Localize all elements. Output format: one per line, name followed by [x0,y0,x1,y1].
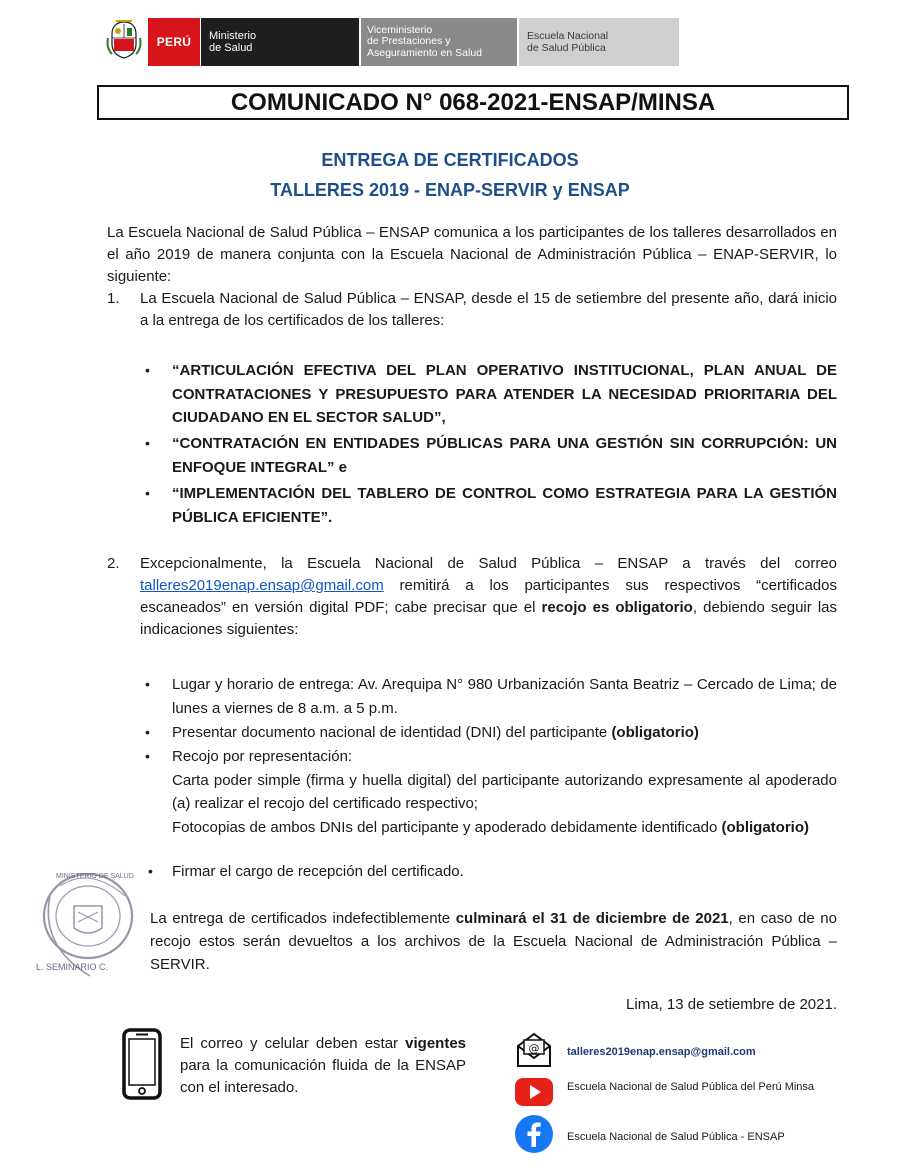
bullet-icon: • [145,748,150,764]
delivery-place-bullet: Lugar y horario de entrega: Av. Arequipa N° 980 Urbanización Santa Beatriz – Cercado de Lima; de lunes a viernes de 8 a.m. a 5 p.m. [172,676,837,717]
ministerio-line1: Ministerio [209,30,257,42]
footer-note-bold: vigentes [405,1035,466,1052]
email-link[interactable]: talleres2019enap.ensap@gmail.com [140,577,384,594]
svg-text:@: @ [528,1042,540,1055]
item2-text-bold: recojo es obligatorio [541,599,693,616]
mail-icon [514,1030,554,1070]
intro-paragraph: La Escuela Nacional de Salud Pública – ENSAP comunica a los participantes de los talleres desarrollados en el año 2019 de manera conjunta con la Escuela Nacional de Administración Pública – ENAP-SERVIR, lo siguiente: [107,224,837,285]
viceministerio-brand-block [361,18,517,66]
subtitle-line2: TALLERES 2019 - ENAP-SERVIR y ENSAP [270,180,630,200]
bullet-icon: • [145,676,150,692]
dni-bullet-bold: (obligatorio) [611,724,699,741]
representation-copies-text: Fotocopias de ambos DNIs del participante y apoderado debidamente identificado [172,818,718,836]
phone-icon [122,1028,162,1100]
bullet-icon: • [145,724,150,740]
footer-note-part2: para la comunicación fluida de la ENSAP con el interesado. [180,1057,466,1096]
closing-part2: , en caso de no recojo estos serán devueltos a los archivos de la Escuela Nacional de Administración Pública – SERVIR. [150,910,837,973]
item1-text: La Escuela Nacional de Salud Pública – ENSAP, desde el 15 de setiembre del presente año, dará inicio a la entrega de los certificados de los talleres: [140,290,837,329]
vice-line3: Aseguramiento en Salud [367,46,482,59]
footer-email[interactable]: talleres2019enap.ensap@gmail.com [567,1046,756,1058]
ministerio-brand-block [200,18,359,66]
item1-number: 1. [107,290,120,307]
communique-title: COMUNICADO N° 068-2021-ENSAP/MINSA [97,85,849,120]
bullet-icon: • [145,362,150,378]
item2-text [140,553,837,641]
official-seal-stamp [30,856,140,981]
item2-text-part1: Excepcionalmente, la Escuela Nacional de Salud Pública – ENSAP a través del correo [140,555,837,572]
taller-2: “CONTRATACIÓN EN ENTIDADES PÚBLICAS PARA UNA GESTIÓN SIN CORRUPCIÓN: UN ENFOQUE INTEGRAL” e [172,435,837,476]
footer-facebook[interactable]: Escuela Nacional de Salud Pública - ENSAP [567,1131,785,1143]
representation-copies-bold: (obligatorio) [721,818,809,836]
footer-note [180,1033,466,1099]
representation-bullet [172,745,837,839]
taller-1: “ARTICULACIÓN EFECTIVA DEL PLAN OPERATIVO INSTITUCIONAL, PLAN ANUAL DE CONTRATACIONES Y PRESUPUESTO PARA ATENDER LA NECESIDAD PRIORITARIA DEL CIUDADANO EN EL SECTOR SALUD”, [172,362,837,426]
representation-copies [172,816,837,840]
bullet-icon: • [145,485,150,501]
peru-label: PERÚ [156,35,192,49]
bullet-icon: • [148,863,153,879]
subtitle-line1: ENTREGA DE CERTIFICADOS [321,150,579,170]
taller-3: “IMPLEMENTACIÓN DEL TABLERO DE CONTROL COMO ESTRATEGIA PARA LA GESTIÓN PÚBLICA EFICIENTE”. [172,485,837,526]
seal-bottom-text: L. SEMINARIO C. [36,962,109,972]
escuela-line2: de Salud Pública [527,42,606,54]
closing-paragraph [150,907,837,976]
representation-letter: Carta poder simple (firma y huella digital) del participante autorizando expresamente al apoderado (a) realizar el recojo del certificado respectivo; [172,771,837,812]
footer-youtube[interactable]: Escuela Nacional de Salud Pública del Perú Minsa [567,1081,815,1093]
dni-bullet-text: Presentar documento nacional de identidad (DNI) del participante [172,724,612,741]
peru-brand-block [148,18,200,66]
dni-bullet [172,721,837,745]
bullet-icon: • [145,435,150,451]
document-date: Lima, 13 de setiembre de 2021. [626,996,837,1013]
item2-number: 2. [107,555,120,572]
item2-text-part3: , debiendo seguir las indicaciones siguientes: [140,599,837,638]
youtube-icon [514,1072,554,1112]
item2-text-part2: remitirá a los participantes sus respectivos “certificados escaneados” en versión digital PDF; cabe precisar que el [140,577,837,616]
closing-part1: La entrega de certificados indefectiblemente [150,910,456,927]
representation-title: Recojo por representación: [172,748,353,765]
facebook-icon [514,1114,554,1154]
escuela-brand-block [519,18,679,66]
vice-line1: Viceministerio [367,23,433,36]
footer-note-part1: El correo y celular deben estar [180,1035,406,1052]
sign-receipt-bullet: Firmar el cargo de recepción del certificado. [172,863,464,880]
ministerio-line2: de Salud [209,42,253,54]
peru-coat-of-arms-icon [104,18,144,66]
vice-line2: de Prestaciones y [367,35,451,48]
header-logos [104,18,679,66]
seal-top-text: MINISTERIO DE SALUD [56,873,134,880]
escuela-line1: Escuela Nacional [527,30,609,42]
closing-bold: culminará el 31 de diciembre de 2021 [455,910,729,927]
